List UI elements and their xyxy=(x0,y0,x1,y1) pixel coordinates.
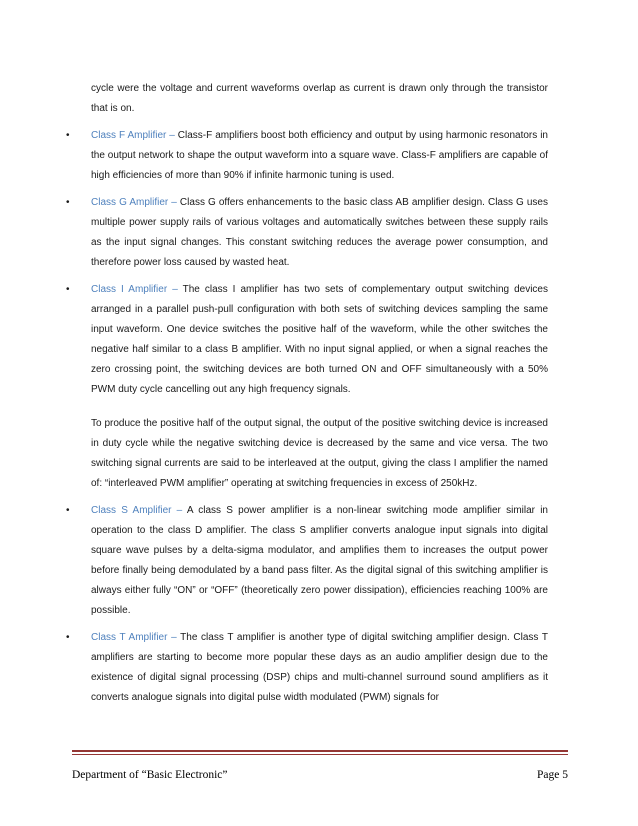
list-item-paragraph xyxy=(91,126,548,186)
list-item-paragraph xyxy=(91,501,548,621)
item-heading: Class G Amplifier – xyxy=(91,197,177,208)
bullet-icon: • xyxy=(66,505,70,516)
footer-rule-thick xyxy=(72,750,568,752)
bullet-icon: • xyxy=(66,284,70,295)
list-item-class-g xyxy=(0,193,638,273)
item-text: Class G offers enhancements to the basic class AB amplifier design. Class G uses multiple power supply rails of various voltages and automatically switches between these supply rails as the input signal changes. This constant switching reduces the average power consumption, and therefore power loss caused by wasted heat. xyxy=(91,197,548,268)
bullet-icon: • xyxy=(66,197,70,208)
page-body xyxy=(0,79,638,715)
list-item-class-t xyxy=(0,628,638,708)
item-heading: Class F Amplifier – xyxy=(91,130,175,141)
intro-paragraph: cycle were the voltage and current waveforms overlap as current is drawn only through the transistor that is on. xyxy=(91,83,548,114)
list-item-paragraph xyxy=(91,193,548,273)
item-heading: Class T Amplifier – xyxy=(91,632,177,643)
item-text: The class T amplifier is another type of digital switching amplifier design. Class T amplifiers are starting to become more popular these days as an audio amplifier design due to the existence of digital signal processing (DSP) chips and multi-channel surround sound amplifiers as it converts analogue signals into digital pulse width modulated (PWM) signals for xyxy=(91,632,548,703)
list-item-class-s xyxy=(0,501,638,621)
list-item-class-i xyxy=(0,280,638,494)
list-item-paragraph xyxy=(91,628,548,708)
footer-rule-thin xyxy=(72,754,568,755)
item-heading: Class S Amplifier – xyxy=(91,505,183,516)
list-item-class-f xyxy=(0,126,638,186)
footer-page-number: Page 5 xyxy=(537,769,568,781)
item-text: A class S power amplifier is a non-linear switching mode amplifier similar in operation to the class D amplifier. The class S amplifier converts analogue input signals into digital square wave pulses by a delta-sigma modulator, and amplifies them to increases the output power before finally being demodulated by a band pass filter. As the digital signal of this switching amplifier is always either fully “ON” or “OFF” (theoretically zero power dissipation), efficiencies reaching 100% are possible. xyxy=(91,505,548,616)
paragraph-spacer xyxy=(0,407,638,414)
footer-department: Department of “Basic Electronic” xyxy=(72,769,228,781)
bullet-icon: • xyxy=(66,130,70,141)
item-text: Class-F amplifiers boost both efficiency and output by using harmonic resonators in the output network to shape the output waveform into a square wave. Class-F amplifiers are capable of high efficiencies of more than 90% if infinite harmonic tuning is used. xyxy=(91,130,548,181)
item-text: The class I amplifier has two sets of complementary output switching devices arranged in a parallel push-pull configuration with both sets of switching devices sampling the same input waveform. One device switches the positive half of the waveform, while the other switches the negative half similar to a class B amplifier. With no input signal applied, or when a signal reaches the zero crossing point, the switching devices are both turned ON and OFF simultaneously with a 50% PWM duty cycle cancelling out any high frequency signals. xyxy=(91,284,548,395)
item-heading: Class I Amplifier – xyxy=(91,284,178,295)
list-item-paragraph xyxy=(91,280,548,400)
bullet-icon: • xyxy=(66,632,70,643)
list-item-continuation: To produce the positive half of the output signal, the output of the positive switching device is increased in duty cycle while the negative switching device is decreased by the same and vice versa. The two switching signal currents are said to be interleaved at the output, giving the class I amplifier the named of: “interleaved PWM amplifier” operating at switching frequencies in excess of 250kHz. xyxy=(91,418,548,489)
